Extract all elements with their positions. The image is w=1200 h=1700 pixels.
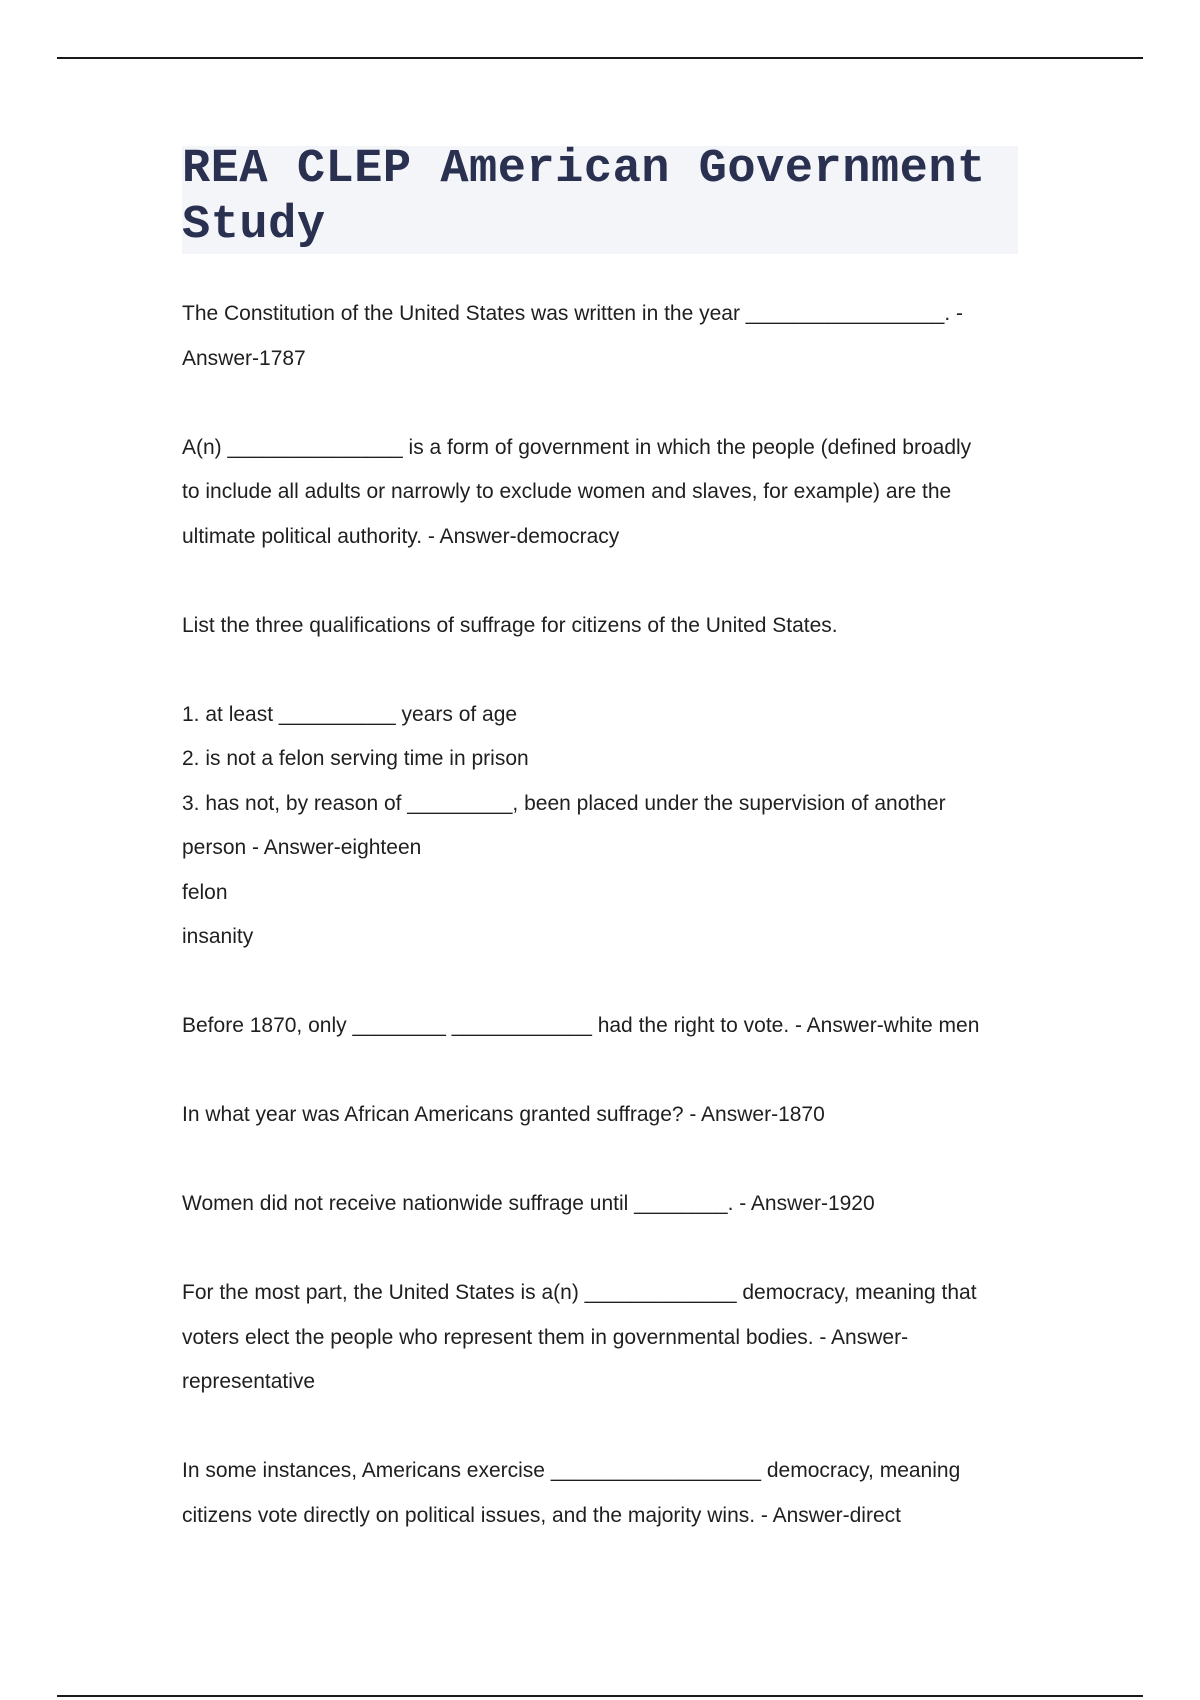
- text-line: 3. has not, by reason of _________, been placed under the supervision of another: [182, 791, 946, 815]
- qa-item: [182, 1271, 1018, 1405]
- text-line: person - Answer-eighteen: [182, 836, 422, 859]
- qa-item: [182, 426, 1018, 560]
- qa-item: [182, 604, 1018, 649]
- document-title: REA CLEP American Government Study: [182, 143, 986, 252]
- text-line: In what year was African Americans granted suffrage? - Answer-1870: [182, 1103, 825, 1126]
- document-body: [182, 292, 1018, 1583]
- text-line: 2. is not a felon serving time in prison: [182, 747, 529, 770]
- text-line: to include all adults or narrowly to exclude women and slaves, for example) are the: [182, 480, 952, 503]
- text-line: felon: [182, 880, 228, 904]
- text-line: The Constitution of the United States was written in the year _________________. -: [182, 302, 963, 325]
- text-line: insanity: [182, 925, 254, 948]
- qa-item: [182, 1004, 1018, 1049]
- bottom-divider: [57, 1695, 1143, 1697]
- text-line: voters elect the people who represent them in governmental bodies. - Answer-: [182, 1325, 909, 1349]
- text-line: Before 1870, only ________ ____________ had the right to vote. - Answer-white men: [182, 1014, 980, 1037]
- text-line: citizens vote directly on political issues, and the majority wins. - Answer-direct: [182, 1503, 901, 1527]
- top-divider: [57, 57, 1143, 59]
- qa-item: [182, 1449, 1018, 1538]
- text-line: ultimate political authority. - Answer-democracy: [182, 524, 620, 548]
- qa-item: [182, 1093, 1018, 1138]
- text-line: 1. at least __________ years of age: [182, 702, 518, 726]
- text-line: Answer-1787: [182, 346, 306, 370]
- qa-item: [182, 1182, 1018, 1227]
- qa-item: [182, 292, 1018, 381]
- qa-item: [182, 693, 1018, 960]
- text-line: For the most part, the United States is a(n) _____________ democracy, meaning that: [182, 1281, 977, 1304]
- text-line: A(n) _______________ is a form of government in which the people (defined broadly: [182, 435, 972, 459]
- text-line: Women did not receive nationwide suffrage until ________. - Answer-1920: [182, 1192, 875, 1215]
- text-line: representative: [182, 1370, 316, 1393]
- text-line: List the three qualifications of suffrage for citizens of the United States.: [182, 613, 838, 637]
- text-line: In some instances, Americans exercise __________________ democracy, meaning: [182, 1459, 961, 1482]
